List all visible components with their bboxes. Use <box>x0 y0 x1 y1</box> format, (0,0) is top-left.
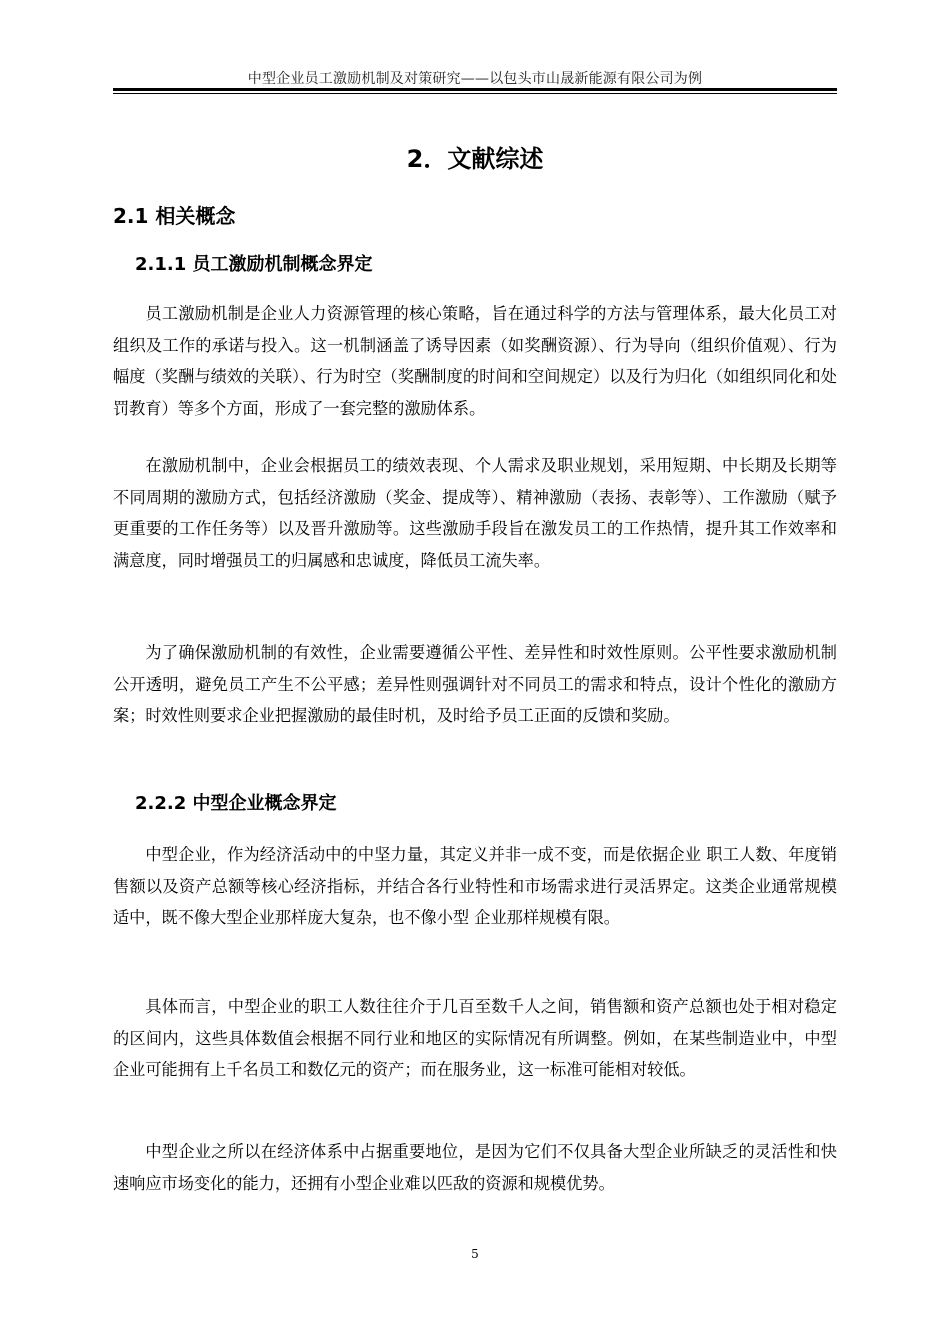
header-rule-thin <box>113 93 837 94</box>
paragraph: 在激励机制中，企业会根据员工的绩效表现、个人需求及职业规划，采用短期、中长期及长期等不同周期的激励方式，包括经济激励（奖金、提成等）、精神激励（表扬、表彰等）、工作激励（赋予更重要的工作任务等）以及晋升激励等。这些激励手段旨在激发员工的工作热情，提升其工作效率和满意度，同时增强员工的归属感和忠诚度，降低员工流失率。 <box>113 456 837 570</box>
header-rule-thick <box>113 88 837 91</box>
paragraph: 中型企业之所以在经济体系中占据重要地位，是因为它们不仅具备大型企业所缺乏的灵活性和快速响应市场变化的能力，还拥有小型企业难以匹敌的资源和规模优势。 <box>113 1142 837 1193</box>
page-number: 5 <box>471 1247 479 1261</box>
paragraph: 中型企业，作为经济活动中的中坚力量，其定义并非一成不变，而是依据企业 职工人数、年度销售额以及资产总额等核心经济指标，并结合各行业特性和市场需求进行灵活界定。这类企业通常规模适中，既不像大型企业那样庞大复杂，也不像小型 企业那样规模有限。 <box>113 845 837 927</box>
subsection-heading-2-1-1: 2.1.1 员工激励机制概念界定 <box>135 254 373 275</box>
paragraph: 员工激励机制是企业人力资源管理的核心策略，旨在通过科学的方法与管理体系，最大化员工对组织及工作的承诺与投入。这一机制涵盖了诱导因素（如奖酬资源）、行为导向（组织价值观）、行为幅度（奖酬与绩效的关联）、行为时空（奖酬制度的时间和空间规定）以及行为归化（如组织同化和处罚教育）等多个方面，形成了一套完整的激励体系。 <box>113 304 837 418</box>
subsection-heading-2-2-2: 2.2.2 中型企业概念界定 <box>135 793 337 814</box>
chapter-title: 2．文献综述 <box>406 145 544 173</box>
running-header: 中型企业员工激励机制及对策研究——以包头市山晟新能源有限公司为例 <box>247 71 703 87</box>
paragraph: 具体而言，中型企业的职工人数往往介于几百至数千人之间，销售额和资产总额也处于相对稳定的区间内，这些具体数值会根据不同行业和地区的实际情况有所调整。例如，在某些制造业中，中型企业可能拥有上千名员工和数亿元的资产；而在服务业，这一标准可能相对较低。 <box>113 997 837 1079</box>
paragraph: 为了确保激励机制的有效性，企业需要遵循公平性、差异性和时效性原则。公平性要求激励机制公开透明，避免员工产生不公平感；差异性则强调针对不同员工的需求和特点，设计个性化的激励方案；时效性则要求企业把握激励的最佳时机，及时给予员工正面的反馈和奖励。 <box>113 643 837 725</box>
section-heading-2-1: 2.1 相关概念 <box>113 204 236 228</box>
